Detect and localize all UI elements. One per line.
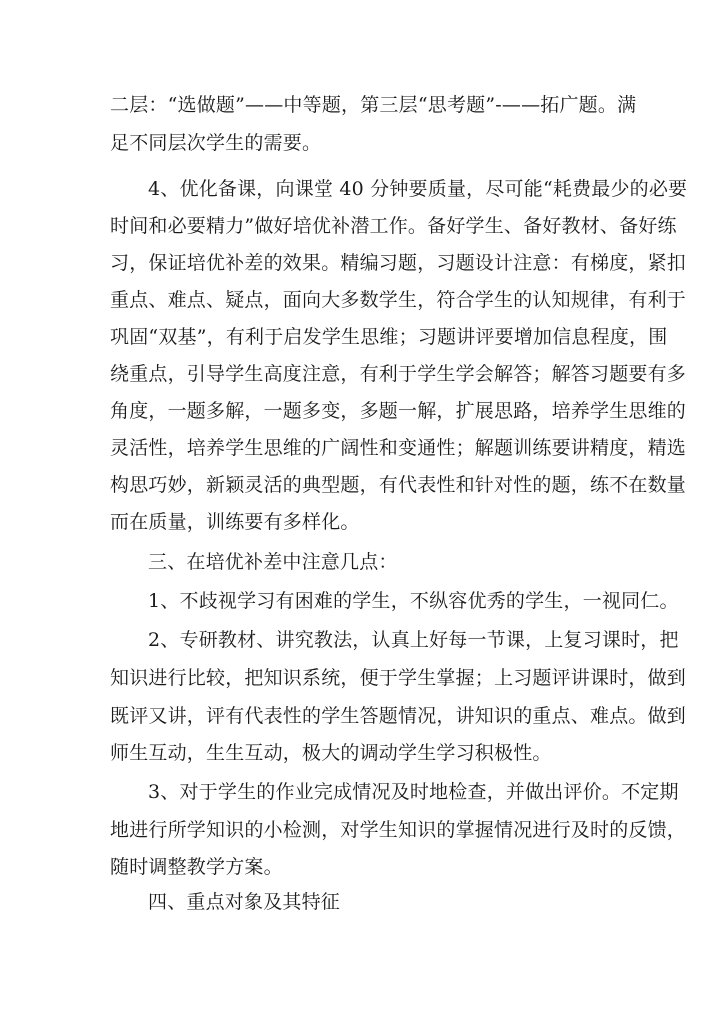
text-line: 随时调整教学方案。 xyxy=(110,856,283,878)
paragraph-first-line: 3、对于学生的作业完成情况及时地检查，并做出评价。不定期 xyxy=(148,781,679,803)
text-line: 足不同层次学生的需要。 xyxy=(110,132,322,154)
text-line: 师生互动，生生互动，极大的调动学生学习积极性。 xyxy=(110,742,552,764)
text-line: 构思巧妙，新颖灵活的典型题，有代表性和针对性的题，练不在数量 xyxy=(110,474,687,496)
section-heading: 三、在培优补差中注意几点： xyxy=(148,551,398,573)
text-line: 时间和必要精力”做好培优补潜工作。备好学生、备好教材、备好练 xyxy=(110,215,677,237)
text-line: 习，保证培优补差的效果。精编习题，习题设计注意：有梯度，紧扣 xyxy=(110,252,687,274)
text-line: 绕重点，引导学生高度注意，有利于学生学会解答；解答习题要有多 xyxy=(110,363,687,385)
text-line: 而在质量，训练要有多样化。 xyxy=(110,511,360,533)
paragraph-first-line: 4、优化备课，向课堂 40 分钟要质量，尽可能“耗费最少的必要 xyxy=(148,178,688,200)
text-line: 重点、难点、疑点，面向大多数学生，符合学生的认知规律，有利于 xyxy=(110,289,687,311)
text-line: 二层：“选做题”——中等题，第三层“思考题”-——拓广题。满 xyxy=(110,94,637,116)
text-line: 既评又讲，评有代表性的学生答题情况，讲知识的重点、难点。做到 xyxy=(110,705,687,727)
text-line: 角度，一题多解，一题多变，多题一解，扩展思路，培养学生思维的 xyxy=(110,400,687,422)
text-line: 巩固“双基”，有利于启发学生思维；习题讲评要增加信息程度，围 xyxy=(110,326,668,348)
paragraph-first-line: 1、不歧视学习有困难的学生，不纵容优秀的学生，一视同仁。 xyxy=(148,590,679,612)
text-line: 灵活性，培养学生思维的广阔性和变通性；解题训练要讲精度，精选 xyxy=(110,437,687,459)
text-line: 知识进行比较，把知识系统，便于学生掌握；上习题评讲课时，做到 xyxy=(110,667,687,689)
section-heading: 四、重点对象及其特征 xyxy=(148,891,341,913)
paragraph-first-line: 2、专研教材、讲究教法，认真上好每一节课，上复习课时，把 xyxy=(148,629,679,651)
text-line: 地进行所学知识的小检测，对学生知识的掌握情况进行及时的反馈， xyxy=(110,819,687,841)
